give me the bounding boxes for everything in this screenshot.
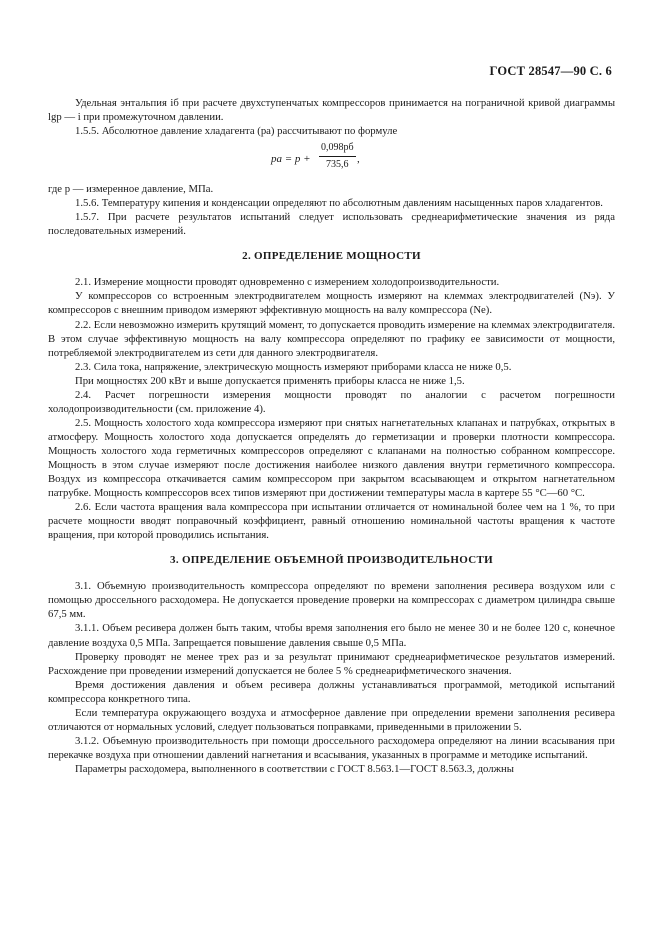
paragraph: 3.1. Объемную производительность компрессора определяют по времени заполнения ресивера воздухом или с помощью дроссельного расходомера. Не допускается проведение проверки на компрессорах с диаметром цилиндра свыше 67,5 мм.: [48, 580, 615, 621]
formula-denominator: 735,6: [326, 159, 349, 171]
formula-tail: ,: [357, 153, 360, 166]
paragraph: Параметры расходомера, выполненного в соответствии с ГОСТ 8.563.1—ГОСТ 8.563.3, должны: [75, 762, 514, 775]
paragraph: 2.4. Расчет погрешности измерения мощности проводят по аналогии с расчетом погрешности холодопроизводительности (см. приложение 4).: [48, 388, 615, 415]
paragraph: 1.5.5. Абсолютное давление хладагента (pа) рассчитывают по формуле: [75, 125, 398, 138]
document-body: [48, 96, 615, 776]
paragraph: 3.1.1. Объем ресивера должен быть таким, чтобы время заполнения его было не менее 30 и не более 120 с, конечное давление воздуха 0,5 МПа. Запрещается повышение давления свыше 0,5 МПа.: [48, 622, 615, 649]
paragraph: 1.5.7. При расчете результатов испытаний следует использовать среднеарифметические значения из ряда последовательных измерений.: [48, 211, 615, 238]
paragraph: 3.1.2. Объемную производительность при помощи дроссельного расходомера определяют на линии всасывания при перекачке воздуха при отношении давлений нагнетания и всасывания, указанных в программе и методике испытаний.: [48, 734, 615, 761]
section-heading: 3. ОПРЕДЕЛЕНИЕ ОБЪЕМНОЙ ПРОИЗВОДИТЕЛЬНОСТИ: [170, 554, 493, 567]
formula: [48, 140, 615, 180]
paragraph: 1.5.6. Температуру кипения и конденсации определяют по абсолютным давлениям насыщенных паров хладагентов.: [75, 197, 603, 210]
paragraph: 2.1. Измерение мощности проводят одновременно с измерением холодопроизводительности.: [75, 276, 500, 289]
paragraph: Проверку проводят не менее трех раз и за результат принимают среднеарифметическое результатов измерений. Расхождение при проведении измерений допускается не более 5 % среднеарифметического значения.: [48, 650, 615, 677]
paragraph: Если температура окружающего воздуха и атмосферное давление при определении времени заполнения ресивера отличаются от нормальных условий, следует пользоваться поправками, приведенными в приложении 5.: [48, 706, 615, 733]
paragraph: Удельная энтальпия iб при расчете двухступенчатых компрессоров принимается на пограничной кривой диаграммы lgp — i при промежуточном давлении.: [48, 97, 615, 124]
paragraph: где p — измеренное давление, МПа.: [48, 183, 214, 196]
formula-lhs: pа = p +: [271, 153, 311, 166]
paragraph: 2.2. Если невозможно измерить крутящий момент, то допускается проводить измерение на клеммах электродвигателя. В этом случае эффективную мощность на валу компрессора определяют по графику ее зависимости от мощности, потребляемой электродвигателем из сети для данного электродвигателя.: [48, 318, 615, 359]
paragraph: У компрессоров со встроенным электродвигателем мощность измеряют на клеммах электродвигателей (Nэ). У компрессоров с внешним приводом измеряют эффективную мощность на валу компрессора (Nе).: [48, 290, 615, 317]
paragraph: При мощностях 200 кВт и выше допускается применять приборы класса не ниже 1,5.: [75, 374, 465, 387]
page-header: ГОСТ 28547—90 С. 6: [489, 64, 612, 78]
paragraph: Время достижения давления и объем ресивера должны устанавливаться программой, методикой испытаний компрессора конкретного типа.: [48, 678, 615, 705]
formula-fraction: [319, 141, 356, 172]
section-heading: 2. ОПРЕДЕЛЕНИЕ МОЩНОСТИ: [242, 250, 421, 263]
paragraph: 2.5. Мощность холостого хода компрессора измеряют при снятых нагнетательных клапанах и патрубках, открытых в атмосферу. Мощность холостого хода допускается определять до герметизации и проверки плотности компрессора. Мощность холостого хода герметичных компрессоров определяют с клапанами на полностью собранном компрессоре. Мощность в этом случае измеряют после достижения наиболее низкого давления внутри герметичного компрессора. Воздух из компрессора откачивается самим компрессором при закрытом всасывающем и открытом нагнетательном патрубке. Мощность компрессоров всех типов измеряют при достижении температуры масла в картере 55 °С—60 °С.: [48, 416, 615, 500]
paragraph: 2.3. Сила тока, напряжение, электрическую мощность измеряют приборами класса не ниже 0,5.: [75, 360, 512, 373]
paragraph: 2.6. Если частота вращения вала компрессора при испытании отличается от номинальной более чем на 1 %, то при расчете мощности вводят поправочный коэффициент, равный отношению номинальной частоты вращения к частоте вращения, при которой проводились испытания.: [48, 501, 615, 542]
formula-numerator: 0,098pб: [319, 141, 356, 157]
